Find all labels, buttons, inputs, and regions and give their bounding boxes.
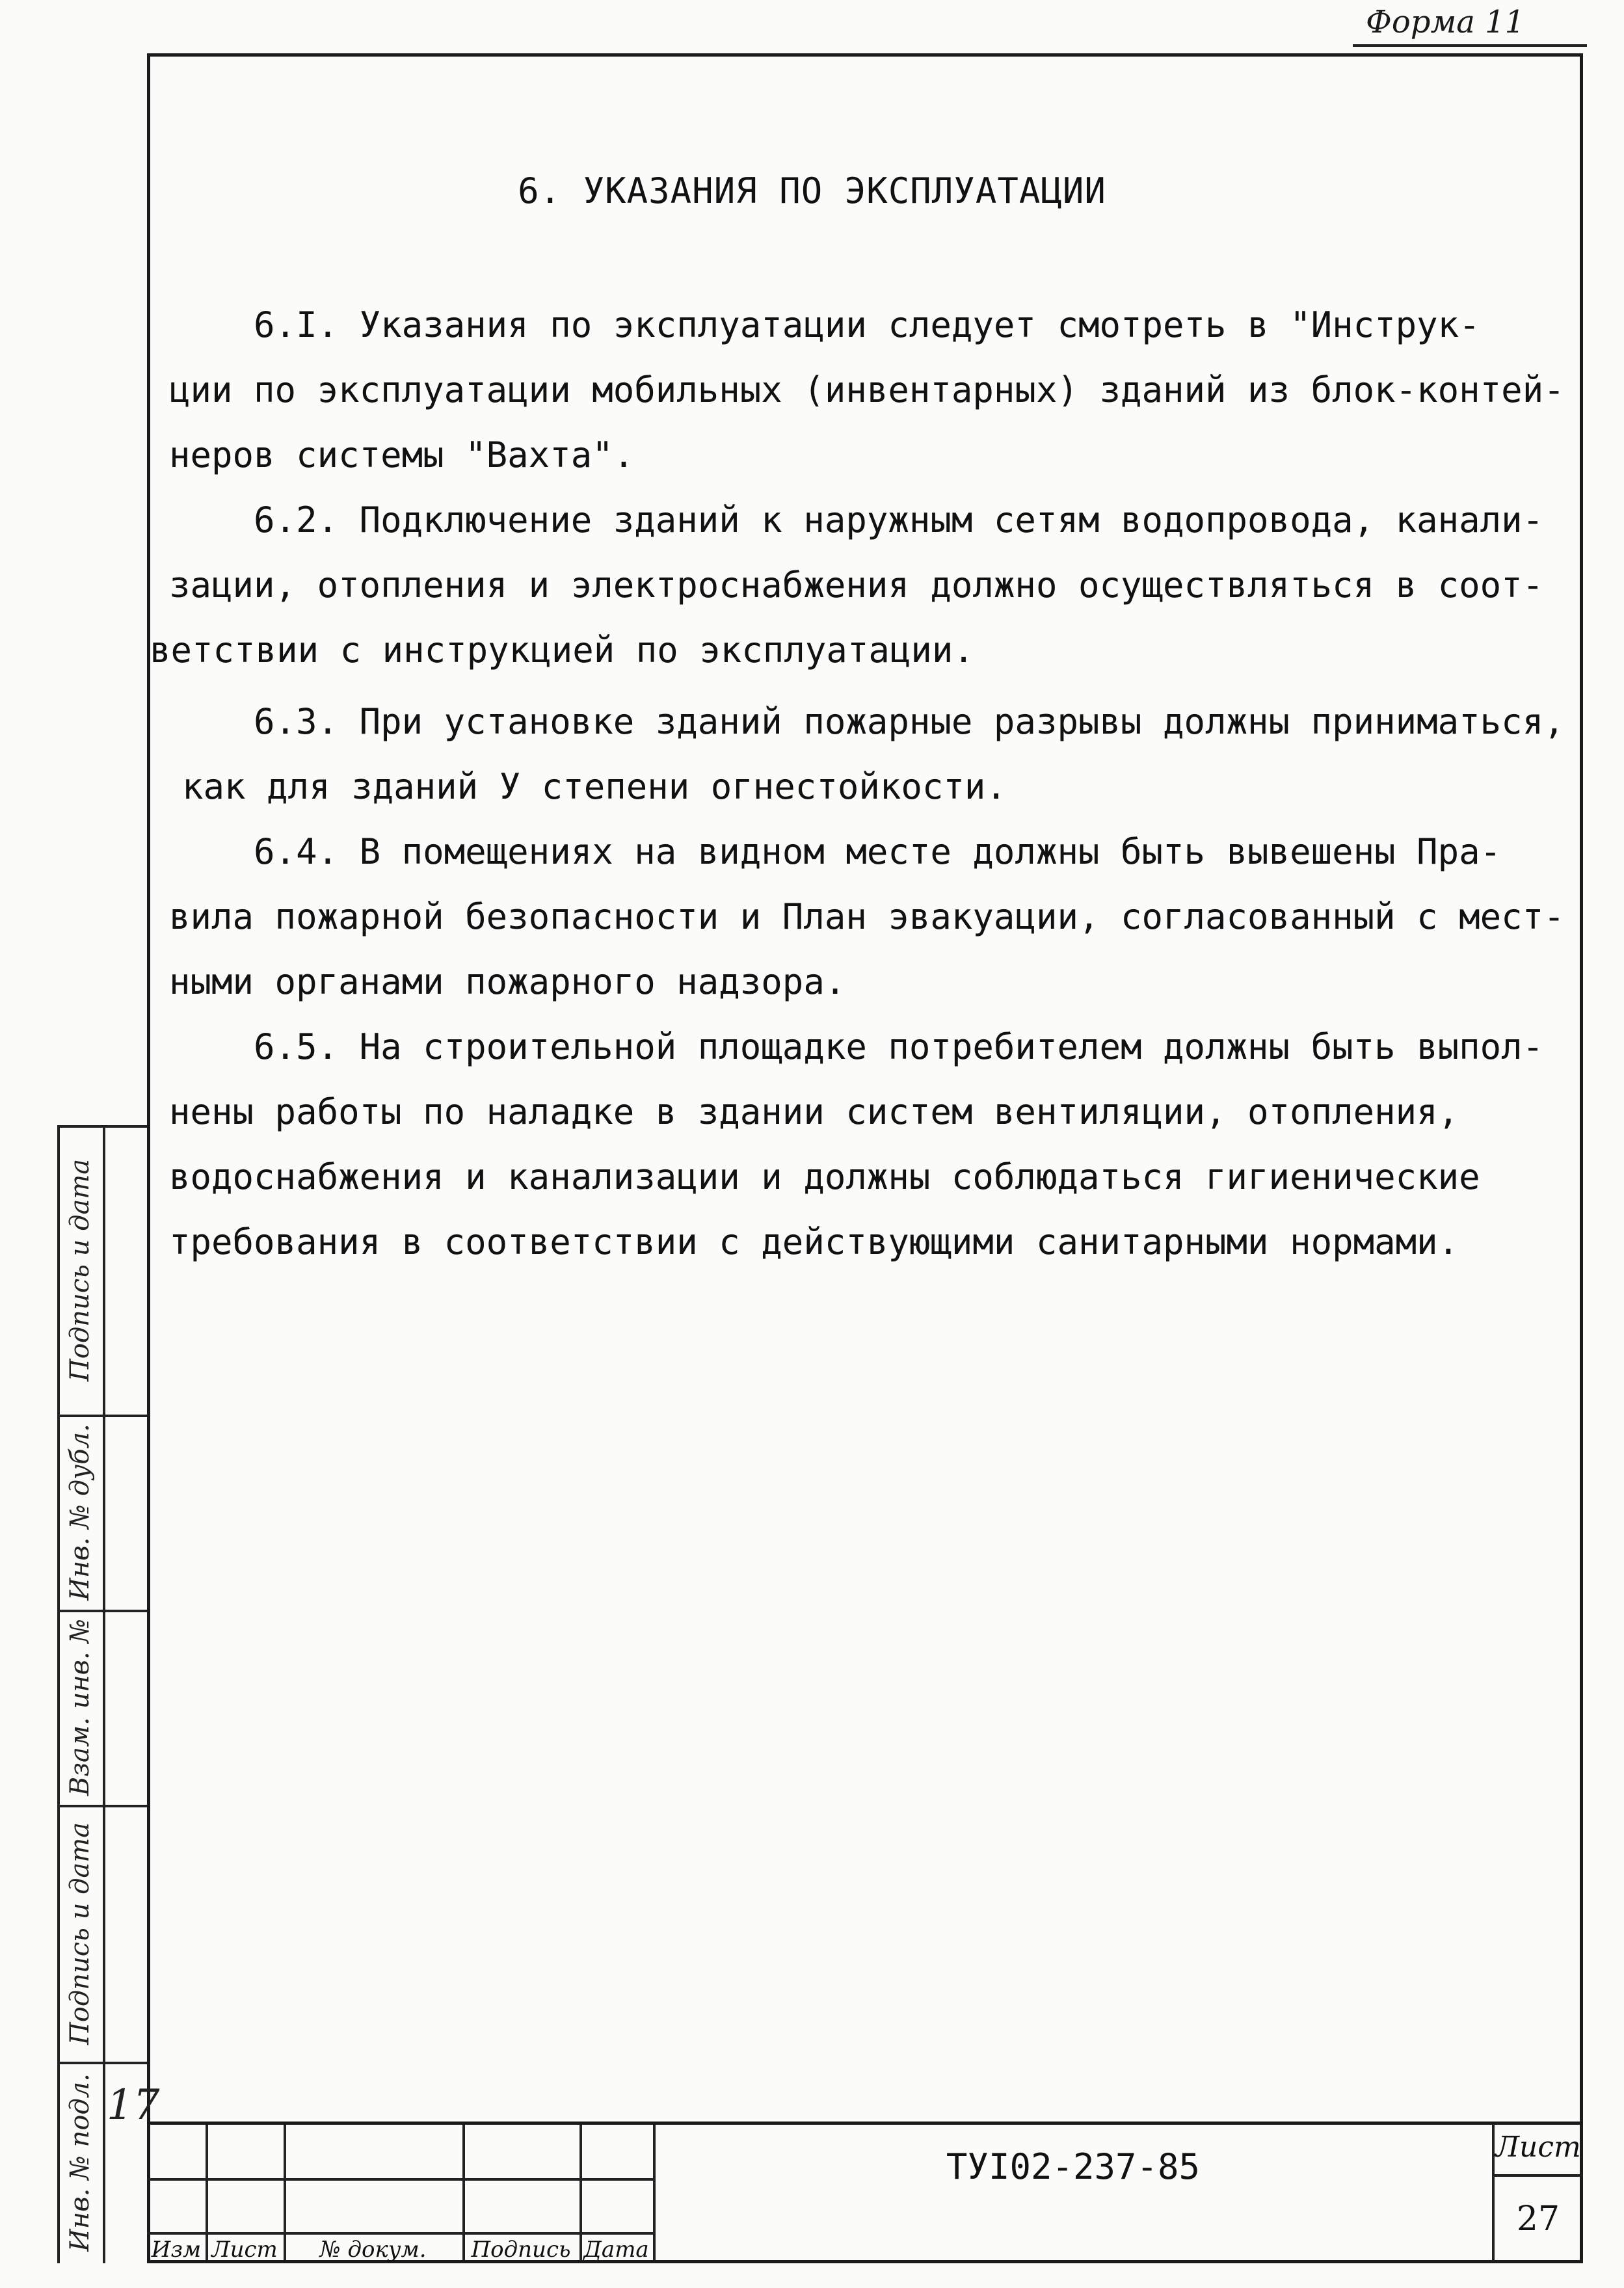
title-block-row-line [147,2232,653,2235]
side-cell-replacement-inventory-no: Взам. инв. № [65,1618,96,1796]
header-signature: Подпись [471,2237,571,2263]
document-code: ТУI02-237-85 [946,2146,1201,2187]
section-title: 6. УКАЗАНИЯ ПО ЭКСПЛУАТАЦИИ [518,170,1106,211]
text-line: требования в соответствии с действующими санитарными нормами. [169,1221,1459,1262]
text-line: зации, отопления и электроснабжения должно осуществляться в соот- [169,565,1544,605]
form-label: Форма 11 [1353,3,1587,47]
sheet-label: Лист [1495,2131,1581,2164]
original-no-mark: 17 [107,2081,160,2129]
text-line: 6.I. Указания по эксплуатации следует смотреть в "Инструк- [169,304,1480,345]
title-block-row-line [147,2178,653,2181]
text-line: нены работы по наладке в здании систем вентиляции, отопления, [169,1091,1459,1132]
text-line: неров системы "Вахта". [169,434,635,475]
text-line: вила пожарной безопасности и План эвакуации, согласованный с мест- [169,896,1565,937]
text-line: как для зданий У степени огнестойкости. [182,766,1007,807]
text-line: 6.5. На строительной площадке потребителем должны быть выпол- [169,1026,1544,1067]
text-line: ветствии с инструкцией по эксплуатации. [150,630,974,671]
side-stamp-divider [103,1125,105,2263]
side-cell-signature-date-2: Подпись и дата [65,1822,95,2045]
side-cell-dup-inventory-no: Инв. № дубл. [65,1424,96,1601]
header-sheet: Лист [211,2237,278,2263]
title-block [147,2122,1583,2263]
text-line: 6.2. Подключение зданий к наружным сетям водопровода, канали- [169,499,1544,540]
text-line: 6.3. При установке зданий пожарные разрывы должны приниматься, [169,701,1565,742]
text-line: ными органами пожарного надзора. [169,961,846,1002]
text-line: ции по эксплуатации мобильных (инвентарных) зданий из блок-контей- [169,369,1565,410]
side-cell-original-inventory-no: Инв. № подл. [65,2073,96,2252]
sheet-number: 27 [1516,2200,1560,2239]
side-cell-signature-date-1: Подпись и дата [65,1158,95,1381]
text-line: водоснабжения и канализации и должны соблюдаться гигиенические [169,1156,1480,1197]
header-change: Изм [151,2237,202,2263]
side-stamp [57,1125,160,2263]
header-doc-no: № докум. [319,2237,427,2263]
header-date: Дата [583,2237,649,2263]
text-line: 6.4. В помещениях на видном месте должны быть вывешены Пра- [169,831,1502,872]
